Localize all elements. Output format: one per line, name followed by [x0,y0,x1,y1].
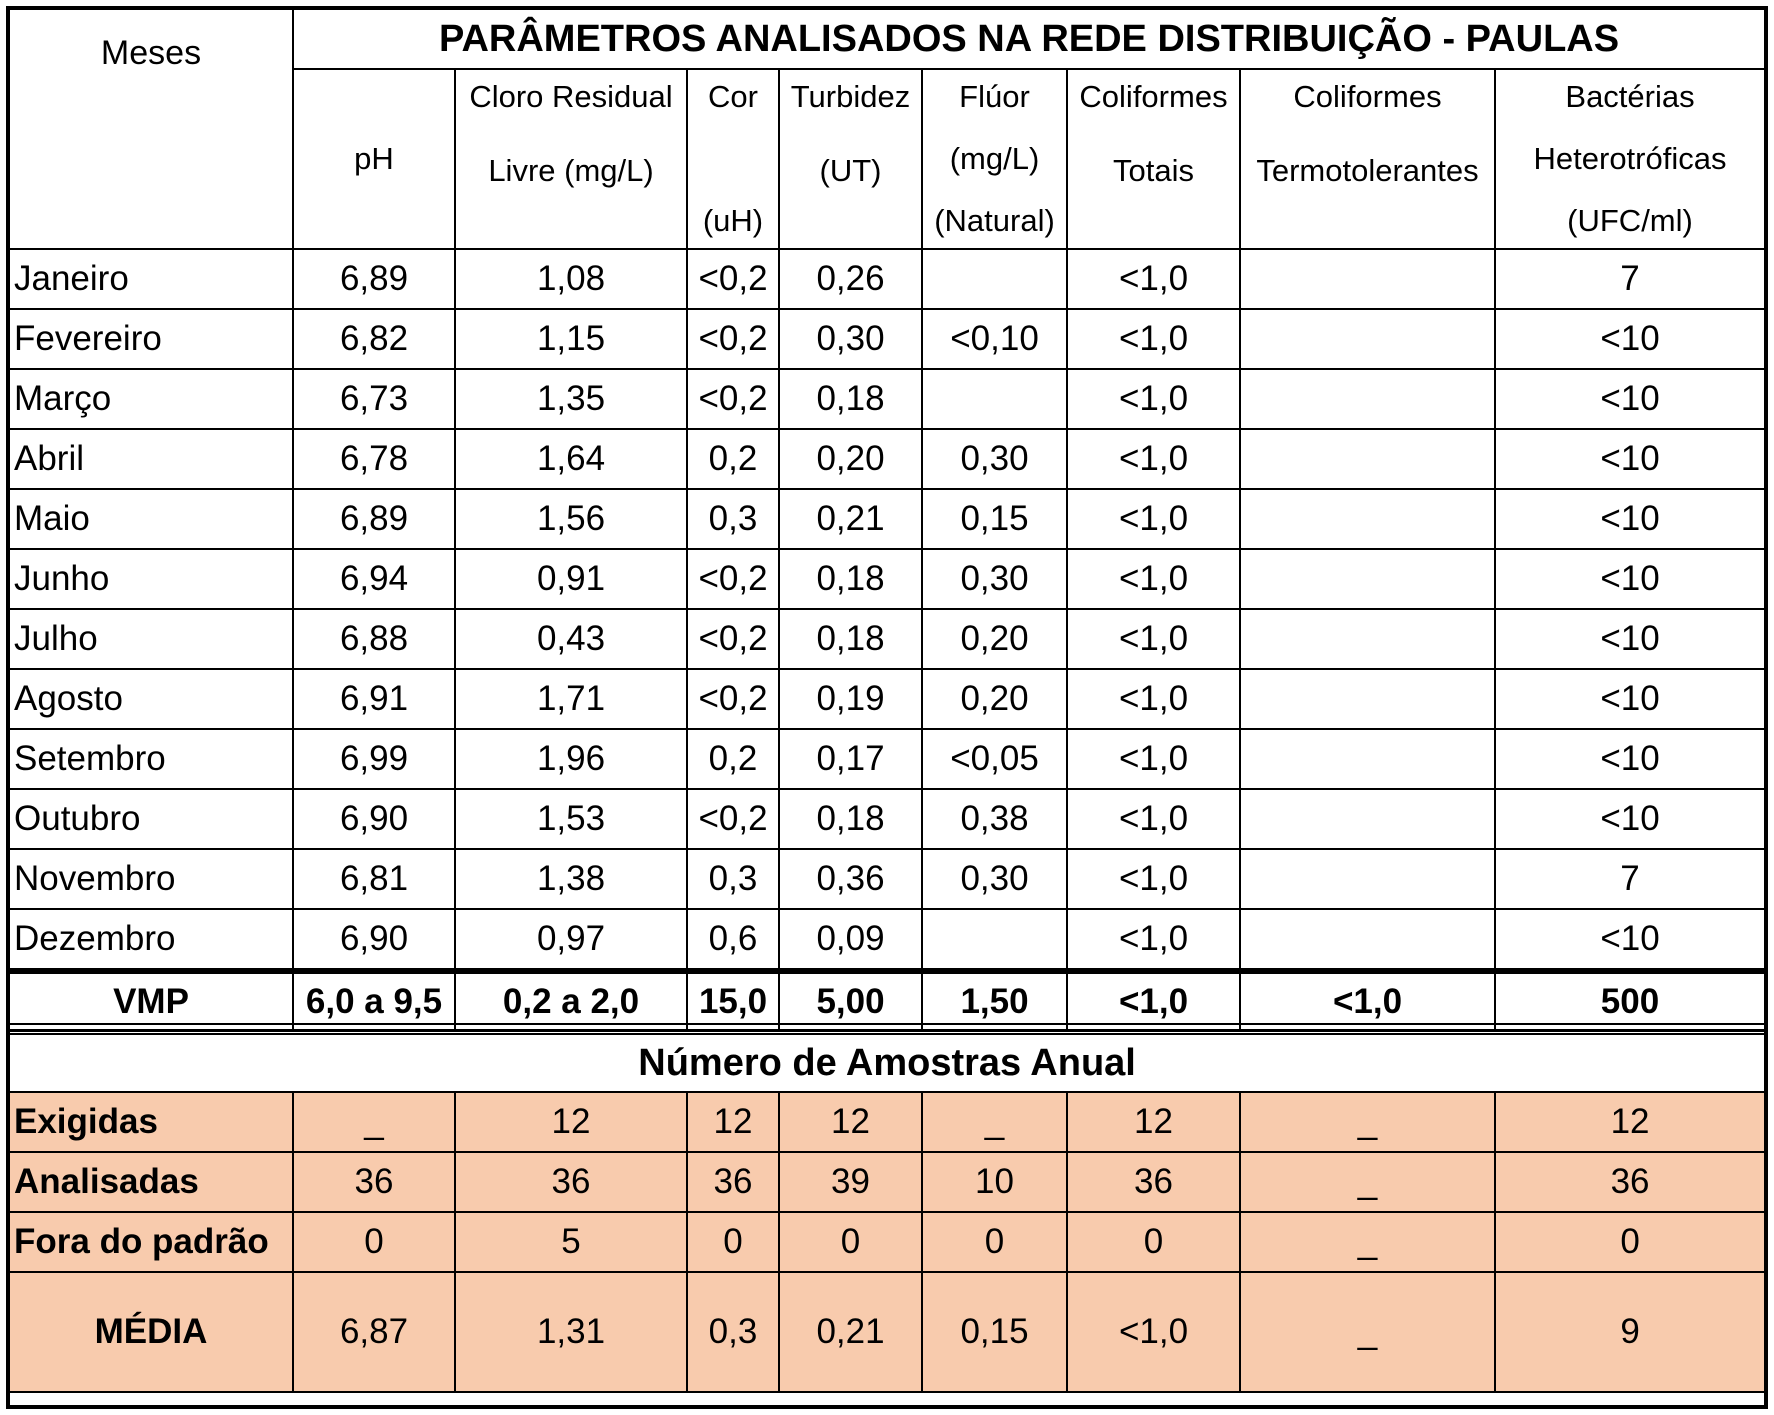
fluor-cell: 0,20 [922,669,1067,729]
colitot-cell: <1,0 [1067,669,1240,729]
colitermo-cell [1240,249,1495,309]
bact-cell: <10 [1495,909,1765,971]
header-cor [687,69,779,249]
cor-cell: <0,2 [687,609,779,669]
table-row [9,369,1765,429]
samples-ph: 0 [293,1212,455,1272]
cor-cell: <0,2 [687,249,779,309]
samples-table [8,1033,1766,1393]
samples-bact: 0 [1495,1212,1765,1272]
fluor-cell: 0,15 [922,489,1067,549]
table-row [9,849,1765,909]
fluor-cell: 0,30 [922,549,1067,609]
header-colitot-line1: Coliformes [1079,79,1228,114]
samples-colitermo: _ [1240,1152,1495,1212]
header-turbidez [779,69,922,249]
header-bact-line1: Bactérias [1565,79,1695,114]
samples-label: Exigidas [9,1092,293,1152]
turbidez-cell: 0,19 [779,669,922,729]
fluor-cell [922,369,1067,429]
bact-cell: <10 [1495,489,1765,549]
samples-colitot: 36 [1067,1152,1240,1212]
cloro-cell: 1,71 [455,669,687,729]
header-ph: pH [293,69,455,249]
header-colitermo-line1: Coliformes [1293,79,1442,114]
month-cell: Março [9,369,293,429]
fluor-cell: 0,30 [922,429,1067,489]
turbidez-cell: 0,20 [779,429,922,489]
month-cell: Agosto [9,669,293,729]
cor-cell: <0,2 [687,669,779,729]
cloro-cell: 0,97 [455,909,687,971]
colitermo-cell [1240,309,1495,369]
fluor-cell [922,249,1067,309]
vmp-colitermo: <1,0 [1240,971,1495,1031]
colitot-cell: <1,0 [1067,909,1240,971]
table-row [9,309,1765,369]
samples-turbidez: 39 [779,1152,922,1212]
media-row [9,1272,1765,1392]
table-row [9,429,1765,489]
table-row [9,669,1765,729]
cor-cell: <0,2 [687,309,779,369]
turbidez-cell: 0,17 [779,729,922,789]
colitermo-cell [1240,549,1495,609]
samples-label: Fora do padrão [9,1212,293,1272]
samples-colitermo: _ [1240,1212,1495,1272]
turbidez-cell: 0,36 [779,849,922,909]
samples-cor: 12 [687,1092,779,1152]
header-cloro-line1: Cloro Residual [469,79,673,114]
header-bact-line3: (UFC/ml) [1567,203,1693,238]
cloro-cell: 0,43 [455,609,687,669]
colitermo-cell [1240,609,1495,669]
samples-label: Analisadas [9,1152,293,1212]
header-colitermo-line2: Termotolerantes [1256,153,1479,188]
cor-cell: 0,6 [687,909,779,971]
month-cell: Fevereiro [9,309,293,369]
colitermo-cell [1240,789,1495,849]
samples-cloro: 5 [455,1212,687,1272]
header-coliformes-totais [1067,69,1240,249]
table-row [9,789,1765,849]
colitot-cell: <1,0 [1067,309,1240,369]
ph-cell: 6,90 [293,909,455,971]
ph-cell: 6,81 [293,849,455,909]
month-cell: Dezembro [9,909,293,971]
table-row [9,909,1765,971]
turbidez-cell: 0,26 [779,249,922,309]
turbidez-cell: 0,18 [779,609,922,669]
cloro-cell: 1,38 [455,849,687,909]
month-cell: Abril [9,429,293,489]
samples-colitot: 12 [1067,1092,1240,1152]
samples-fluor: 0 [922,1212,1067,1272]
samples-cor: 36 [687,1152,779,1212]
samples-row-fora-do-padrao [9,1212,1765,1272]
header-fluor-line2: (mg/L) [949,141,1040,176]
colitot-cell: <1,0 [1067,729,1240,789]
colitermo-cell [1240,429,1495,489]
table-row [9,249,1765,309]
header-fluor-line3: (Natural) [934,203,1055,238]
fluor-cell: <0,10 [922,309,1067,369]
cloro-cell: 1,35 [455,369,687,429]
month-cell: Janeiro [9,249,293,309]
colitermo-cell [1240,729,1495,789]
samples-fluor: _ [922,1092,1067,1152]
fluor-cell: 0,38 [922,789,1067,849]
colitot-cell: <1,0 [1067,609,1240,669]
media-colitermo: _ [1240,1272,1495,1392]
bact-cell: <10 [1495,669,1765,729]
colitot-cell: <1,0 [1067,789,1240,849]
header-cor-line1: Cor [708,79,758,114]
samples-row-exigidas [9,1092,1765,1152]
vmp-label: VMP [9,971,293,1031]
media-cloro: 1,31 [455,1272,687,1392]
turbidez-cell: 0,21 [779,489,922,549]
ph-cell: 6,90 [293,789,455,849]
bact-cell: <10 [1495,369,1765,429]
header-meses: Meses [9,9,293,249]
samples-cloro: 12 [455,1092,687,1152]
samples-colitermo: _ [1240,1092,1495,1152]
fluor-cell [922,909,1067,971]
media-colitot: <1,0 [1067,1272,1240,1392]
header-colitot-line2: Totais [1113,153,1194,188]
ph-cell: 6,99 [293,729,455,789]
media-label: MÉDIA [9,1272,293,1392]
cor-cell: 0,3 [687,489,779,549]
samples-row-analisadas [9,1152,1765,1212]
header-fluor-line1: Flúor [959,79,1030,114]
colitot-cell: <1,0 [1067,849,1240,909]
media-ph: 6,87 [293,1272,455,1392]
ph-cell: 6,73 [293,369,455,429]
colitot-cell: <1,0 [1067,249,1240,309]
bact-cell: 7 [1495,849,1765,909]
samples-ph: _ [293,1092,455,1152]
vmp-cor: 15,0 [687,971,779,1031]
colitermo-cell [1240,909,1495,971]
header-coliformes-termotolerantes [1240,69,1495,249]
media-turbidez: 0,21 [779,1272,922,1392]
vmp-cloro: 0,2 a 2,0 [455,971,687,1031]
media-fluor: 0,15 [922,1272,1067,1392]
header-cor-line2: (uH) [702,203,764,238]
vmp-row [9,971,1765,1031]
ph-cell: 6,78 [293,429,455,489]
cor-cell: 0,3 [687,849,779,909]
samples-turbidez: 12 [779,1092,922,1152]
bact-cell: <10 [1495,729,1765,789]
table-row [9,609,1765,669]
colitermo-cell [1240,489,1495,549]
cloro-cell: 1,96 [455,729,687,789]
vmp-fluor: 1,50 [922,971,1067,1031]
cloro-cell: 1,08 [455,249,687,309]
colitot-cell: <1,0 [1067,369,1240,429]
fluor-cell: 0,30 [922,849,1067,909]
header-bact-line2: Heterotróficas [1533,141,1727,176]
colitot-cell: <1,0 [1067,549,1240,609]
samples-bact: 12 [1495,1092,1765,1152]
cor-cell: <0,2 [687,789,779,849]
samples-cor: 0 [687,1212,779,1272]
cor-cell: <0,2 [687,549,779,609]
table-row [9,549,1765,609]
section-divider [8,1023,1766,1031]
bact-cell: <10 [1495,429,1765,489]
cor-cell: <0,2 [687,369,779,429]
header-cloro-line2: Livre (mg/L) [488,153,654,188]
bact-cell: <10 [1495,549,1765,609]
header-turbidez-line1: Turbidez [790,79,911,114]
header-cloro [455,69,687,249]
month-cell: Maio [9,489,293,549]
month-cell: Julho [9,609,293,669]
colitermo-cell [1240,849,1495,909]
fluor-cell: 0,20 [922,609,1067,669]
month-cell: Setembro [9,729,293,789]
bact-cell: <10 [1495,309,1765,369]
colitot-cell: <1,0 [1067,489,1240,549]
samples-cloro: 36 [455,1152,687,1212]
cloro-cell: 1,53 [455,789,687,849]
fluor-cell: <0,05 [922,729,1067,789]
turbidez-cell: 0,18 [779,789,922,849]
samples-title: Número de Amostras Anual [9,1034,1765,1092]
turbidez-cell: 0,18 [779,549,922,609]
parameters-table [8,8,1766,1032]
header-fluor [922,69,1067,249]
month-cell: Junho [9,549,293,609]
vmp-colitot: <1,0 [1067,971,1240,1031]
turbidez-cell: 0,30 [779,309,922,369]
ph-cell: 6,91 [293,669,455,729]
cloro-cell: 0,91 [455,549,687,609]
bact-cell: <10 [1495,789,1765,849]
colitermo-cell [1240,669,1495,729]
ph-cell: 6,89 [293,489,455,549]
cloro-cell: 1,64 [455,429,687,489]
turbidez-cell: 0,09 [779,909,922,971]
table-title: PARÂMETROS ANALISADOS NA REDE DISTRIBUIÇÃO - PAULAS [293,9,1765,69]
samples-ph: 36 [293,1152,455,1212]
cloro-cell: 1,15 [455,309,687,369]
month-cell: Outubro [9,789,293,849]
table-row [9,489,1765,549]
samples-fluor: 10 [922,1152,1067,1212]
ph-cell: 6,88 [293,609,455,669]
colitot-cell: <1,0 [1067,429,1240,489]
media-cor: 0,3 [687,1272,779,1392]
cor-cell: 0,2 [687,429,779,489]
vmp-ph: 6,0 a 9,5 [293,971,455,1031]
cor-cell: 0,2 [687,729,779,789]
header-turbidez-line2: (UT) [819,153,882,188]
bact-cell: <10 [1495,609,1765,669]
cloro-cell: 1,56 [455,489,687,549]
samples-bact: 36 [1495,1152,1765,1212]
samples-colitot: 0 [1067,1212,1240,1272]
vmp-turbidez: 5,00 [779,971,922,1031]
vmp-bact: 500 [1495,971,1765,1031]
table-row [9,729,1765,789]
month-cell: Novembro [9,849,293,909]
ph-cell: 6,82 [293,309,455,369]
bact-cell: 7 [1495,249,1765,309]
ph-cell: 6,94 [293,549,455,609]
ph-cell: 6,89 [293,249,455,309]
colitermo-cell [1240,369,1495,429]
header-bacterias [1495,69,1765,249]
turbidez-cell: 0,18 [779,369,922,429]
media-bact: 9 [1495,1272,1765,1392]
samples-turbidez: 0 [779,1212,922,1272]
